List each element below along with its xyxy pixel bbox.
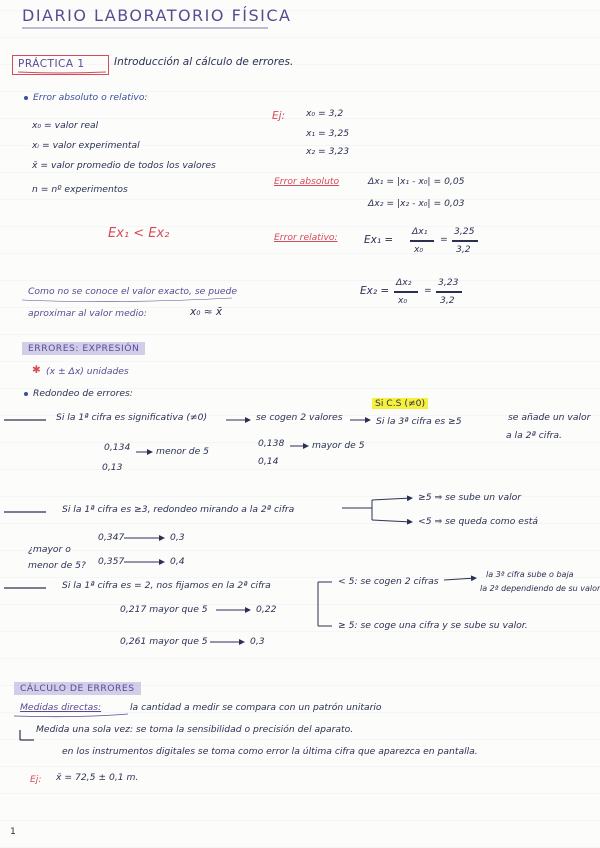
rule-text: Si la 1ª cifra es significativa (≠0) [56, 412, 208, 423]
example-number: 0,22 [256, 604, 277, 615]
highlight-cs: Si C.S (≠0) [372, 398, 428, 409]
rule-text: a la 2ª cifra. [506, 430, 562, 441]
frac-num: Δx₁ [412, 226, 428, 237]
section-heading: ERRORES: EXPRESIÓN [22, 342, 145, 355]
arrow-icon [444, 578, 476, 580]
calc-line: en los instrumentos digitales se toma como error la última cifra que aparezca en pantalla. [62, 746, 478, 757]
abs-line: Δx₁ = |x₁ - x₀| = 0,05 [368, 176, 465, 187]
side-question: ¿mayor o [28, 544, 71, 555]
star-icon: ✱ [32, 364, 41, 376]
rule-text: ≥ 5: se coge una cifra y se sube su valor. [338, 620, 528, 631]
example-number: 0,134 [104, 442, 131, 453]
frac-eq: = [424, 285, 432, 296]
example-number: 0,13 [102, 462, 123, 473]
error-heading: Error absoluto o relativo: [24, 92, 148, 103]
example-label: Ej: [272, 110, 286, 122]
frac-num: Δx₂ [396, 277, 412, 288]
example-number: 0,357 [98, 556, 125, 567]
rule-text: la 3ª cifra sube o baja [486, 570, 574, 579]
example-number: 0,217 mayor que 5 [120, 604, 208, 615]
ej-formula: x̄ = 72,5 ± 0,1 m. [56, 772, 139, 783]
example-number: 0,14 [258, 456, 279, 467]
redondeo-heading: Redondeo de errores: [24, 388, 133, 399]
abs-label: Error absoluto [274, 176, 340, 187]
example-note: menor de 5 [156, 446, 209, 457]
note-line: Como no se conoce el valor exacto, se puede [28, 286, 238, 297]
example-value: x₂ = 3,23 [306, 146, 350, 157]
example-number: 0,3 [250, 636, 265, 647]
rule-text: Si la 1ª cifra es ≥3, redondeo mirando a la 2ª cifra [62, 504, 295, 515]
comparison: Ex₁ < Ex₂ [108, 226, 170, 241]
def-line: xᵢ = valor experimental [32, 140, 140, 151]
underline [14, 714, 128, 717]
rule-text: Si la 1ª cifra es = 2, nos fijamos en la 2ª cifra [62, 580, 271, 591]
frac-num: 3,25 [454, 226, 475, 237]
star-line: (x ± Δx) unidades [46, 366, 129, 377]
medidas-label: Medidas directas: [20, 702, 102, 713]
rel-eq-left: Ex₁ = [364, 234, 394, 246]
example-number: 0,4 [170, 556, 185, 567]
red-underline [18, 72, 106, 73]
medidas-text: la cantidad a medir se compara con un patrón unitario [130, 702, 382, 713]
rel-label: Error relativo: [274, 232, 338, 243]
practica-title: Introducción al cálculo de errores. [114, 56, 294, 68]
note-formula: x₀ ≈ x̄ [190, 306, 223, 318]
page-number: 1 [10, 826, 16, 837]
frac-den: x₀ [414, 244, 424, 255]
example-number: 0,261 mayor que 5 [120, 636, 208, 647]
rule-text: se cogen 2 valores [256, 412, 343, 423]
note-line: aproximar al valor medio: [28, 308, 147, 319]
frac-eq: = [440, 234, 448, 245]
rule-text: Si la 3ª cifra es ≥5 [376, 416, 462, 427]
rule-text: se añade un valor [508, 412, 591, 423]
rule-text: <5 ⇒ se queda como está [418, 516, 538, 527]
page-title: DIARIO LABORATORIO FÍSICA [22, 6, 292, 25]
frac-den: 3,2 [440, 295, 455, 306]
def-line: x̄ = valor promedio de todos los valores [32, 160, 216, 171]
example-note: mayor de 5 [312, 440, 365, 451]
def-line: x₀ = valor real [32, 120, 99, 131]
arrow-icon [372, 520, 412, 522]
rule-text: < 5: se cogen 2 cifras [338, 576, 439, 587]
arrow-icon [372, 498, 412, 500]
frac-num: 3,23 [438, 277, 459, 288]
note-underline [22, 298, 232, 302]
practica-tag: PRÁCTICA 1 [18, 58, 85, 70]
rel-eq-left: Ex₂ = [360, 285, 390, 297]
rule-text: la 2ª dependiendo de su valor [480, 584, 600, 593]
rule-text: ≥5 ⇒ se sube un valor [418, 492, 522, 503]
def-line: n = nº experimentos [32, 184, 128, 195]
example-number: 0,3 [170, 532, 185, 543]
example-value: x₁ = 3,25 [306, 128, 350, 139]
frac-den: x₀ [398, 295, 408, 306]
frac-den: 3,2 [456, 244, 471, 255]
side-question: menor de 5? [28, 560, 86, 571]
section-heading: CÁLCULO DE ERRORES [14, 682, 141, 695]
example-value: x₀ = 3,2 [306, 108, 344, 119]
abs-line: Δx₂ = |x₂ - x₀| = 0,03 [368, 198, 465, 209]
example-number: 0,138 [258, 438, 285, 449]
calc-line: Medida una sola vez: se toma la sensibilidad o precisión del aparato. [36, 724, 354, 735]
ej-label: Ej: [30, 774, 42, 785]
example-number: 0,347 [98, 532, 125, 543]
